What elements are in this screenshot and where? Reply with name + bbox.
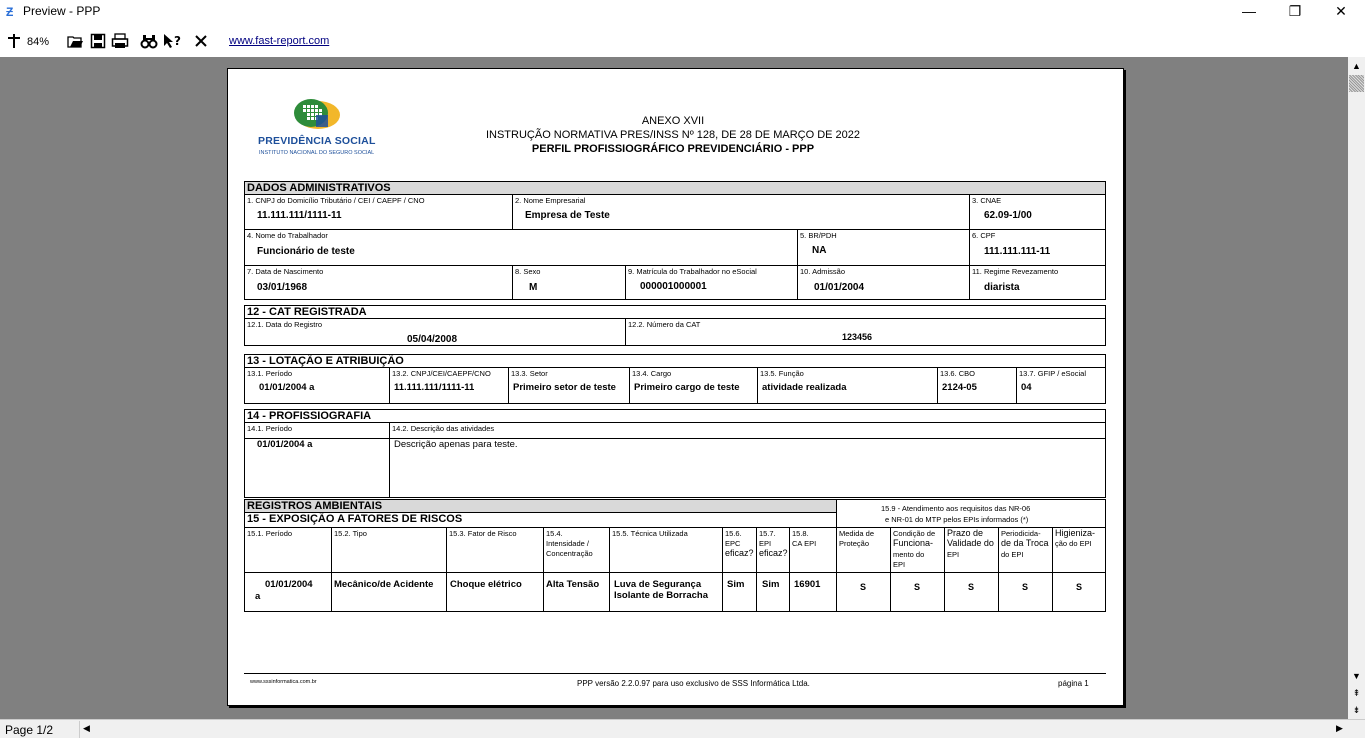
prof-col-descricao: 14.2. Descrição das atividades Descrição apenas para teste. bbox=[389, 422, 1106, 498]
cell-cat-data: 12.1. Data do Registro 05/04/2008 bbox=[244, 318, 626, 346]
risk-h-epc: 15.6. EPC eficaz? bbox=[722, 527, 757, 573]
cnpj-value: 11.111.111/1111-11 bbox=[257, 210, 342, 221]
risk-v-epc: Sim bbox=[722, 572, 757, 612]
risk-v-tecnica: Luva de Segurança Isolante de Borracha bbox=[609, 572, 723, 612]
prof-col-periodo: 14.1. Período 01/01/2004 a bbox=[244, 422, 390, 498]
print-icon[interactable] bbox=[111, 32, 129, 50]
risk-v-periodo: 01/01/2004 a bbox=[244, 572, 332, 612]
header-annex: ANEXO XVII bbox=[641, 115, 705, 127]
title-bar bbox=[0, 0, 1365, 25]
risk-v-epi: Sim bbox=[756, 572, 790, 612]
preview-viewport bbox=[0, 57, 1348, 719]
regime-value: diarista bbox=[984, 282, 1020, 293]
footer-website: www.sssinformatica.com.br bbox=[250, 679, 317, 685]
lot-col-periodo: 13.1. Período 01/01/2004 a bbox=[244, 367, 390, 404]
header-ppp-title: PERFIL PROFISSIOGRÁFICO PREVIDENCIÁRIO - PPP bbox=[531, 143, 815, 155]
cell-regime: 11. Regime Revezamento diarista bbox=[969, 265, 1106, 300]
lot-col-gfip: 13.7. GFIP / eSocial 04 bbox=[1016, 367, 1106, 404]
risk-h-tecnica: 15.5. Técnica Utilizada bbox=[609, 527, 723, 573]
cat-numero-value: 123456 bbox=[842, 332, 873, 342]
app-icon: Ƶ bbox=[6, 5, 14, 19]
cnae-value: 62.09-1/00 bbox=[984, 210, 1032, 221]
lot-col-setor: 13.3. Setor Primeiro setor de teste bbox=[508, 367, 630, 404]
cell-nr-note: 15.9 - Atendimento aos requisitos das NR-06 e NR-01 do MTP pelos EPIs informados (*) bbox=[836, 499, 1106, 528]
lot-col-cbo: 13.6. CBO 2124-05 bbox=[937, 367, 1017, 404]
section-profissiografia: 14 - PROFISSIOGRAFIA bbox=[244, 409, 1106, 423]
cpf-value: 111.111.111-11 bbox=[984, 246, 1051, 257]
open-folder-icon[interactable] bbox=[67, 32, 84, 50]
close-window-button[interactable]: ✕ bbox=[1335, 3, 1347, 19]
section-lotacao: 13 - LOTAÇÃO E ATRIBUIÇÃO bbox=[244, 354, 1106, 368]
risk-h-tipo: 15.2. Tipo bbox=[331, 527, 447, 573]
cell-cat-numero: 12.2. Número da CAT 123456 bbox=[625, 318, 1106, 346]
header-instruction: INSTRUÇÃO NORMATIVA PRES/INSS Nº 128, DE 28 DE MARÇO DE 2022 bbox=[485, 129, 861, 141]
cat-data-value: 05/04/2008 bbox=[407, 334, 458, 345]
cell-admissao: 10. Admissão 01/01/2004 bbox=[797, 265, 970, 300]
cell-trabalhador: 4. Nome do Trabalhador Funcionário de teste bbox=[244, 229, 798, 266]
page-indicator: Page 1/2 bbox=[5, 723, 54, 737]
restore-button[interactable]: ❐ bbox=[1288, 3, 1302, 19]
logo-subtitle: INSTITUTO NACIONAL DO SEGURO SOCIAL bbox=[259, 150, 375, 156]
risk-h-condicao: Condição de Funciona- mento do EPI bbox=[890, 527, 945, 573]
risk-h-prazo: Prazo de Validade do EPI bbox=[944, 527, 999, 573]
cell-cnae: 3. CNAE 62.09-1/00 bbox=[969, 194, 1106, 230]
footer-version: PPP versão 2.2.0.97 para uso exclusivo de SSS Informática Ltda. bbox=[577, 679, 810, 688]
lot-col-cnpj: 13.2. CNPJ/CEI/CAEPF/CNO 11.111.111/1111-11 bbox=[389, 367, 509, 404]
toolbar bbox=[0, 25, 1365, 57]
zoom-icon[interactable] bbox=[6, 32, 22, 50]
find-icon[interactable] bbox=[140, 32, 158, 50]
section-admin: DADOS ADMINISTRATIVOS bbox=[244, 181, 1106, 195]
zoom-level[interactable]: 84% bbox=[27, 36, 50, 48]
section-registros-ambientais: REGISTROS AMBIENTAIS bbox=[244, 499, 837, 513]
cell-cpf: 6. CPF 111.111.111-11 bbox=[969, 229, 1106, 266]
sexo-value: M bbox=[529, 282, 538, 293]
risk-h-periodo: 15.1. Período bbox=[244, 527, 332, 573]
footer-page-number: página 1 bbox=[1058, 679, 1089, 688]
risk-v-ca-epi: 16901 bbox=[789, 572, 837, 612]
nascimento-value: 03/01/1968 bbox=[257, 282, 308, 293]
risk-h-periodicidade: Periodicida- de da Troca do EPI bbox=[998, 527, 1053, 573]
svg-text:?: ? bbox=[174, 34, 181, 48]
risk-h-medida: Medida de Proteção bbox=[836, 527, 891, 573]
cell-sexo: 8. Sexo M bbox=[512, 265, 626, 300]
vertical-scrollbar[interactable] bbox=[1348, 57, 1365, 719]
risk-h-epi: 15.7. EPI eficaz? bbox=[756, 527, 790, 573]
risk-h-fator: 15.3. Fator de Risco bbox=[446, 527, 544, 573]
br-pdh-value: NA bbox=[812, 245, 827, 256]
risk-v-medida: S bbox=[836, 572, 891, 612]
scroll-right-icon[interactable]: ▶ bbox=[1336, 723, 1343, 733]
risk-v-condicao: S bbox=[890, 572, 945, 612]
report-page bbox=[227, 68, 1124, 706]
minimize-button[interactable]: — bbox=[1242, 3, 1256, 19]
risk-v-intensidade: Alta Tensão bbox=[543, 572, 610, 612]
section-cat: 12 - CAT REGISTRADA bbox=[244, 305, 1106, 319]
admissao-value: 01/01/2004 bbox=[814, 282, 865, 293]
empresa-value: Empresa de Teste bbox=[525, 210, 610, 221]
prev-page-icon[interactable]: ⇞ bbox=[1349, 685, 1364, 701]
cell-cnpj: 1. CNPJ do Domicílio Tributário / CEI / CAEPF / CNO 11.111.111/1111-11 bbox=[244, 194, 513, 230]
horizontal-scrollbar[interactable] bbox=[79, 721, 1350, 738]
scroll-left-icon[interactable]: ◀ bbox=[83, 723, 90, 733]
cell-br-pdh: 5. BR/PDH NA bbox=[797, 229, 970, 266]
logo-title: PREVIDÊNCIA SOCIAL bbox=[258, 135, 376, 147]
help-icon[interactable] bbox=[162, 32, 182, 50]
scroll-thumb[interactable] bbox=[1349, 75, 1364, 92]
lot-col-cargo: 13.4. Cargo Primeiro cargo de teste bbox=[629, 367, 758, 404]
scroll-down-icon[interactable]: ▼ bbox=[1349, 668, 1364, 684]
matricula-value: 000001000001 bbox=[640, 281, 707, 292]
fast-report-link[interactable]: www.fast-report.com bbox=[229, 35, 330, 47]
window-title: Preview - PPP bbox=[23, 4, 101, 18]
scroll-up-icon[interactable]: ▲ bbox=[1349, 58, 1364, 74]
section-exposicao-riscos: 15 - EXPOSIÇÃO A FATORES DE RISCOS bbox=[244, 512, 837, 528]
lot-col-funcao: 13.5. Função atividade realizada bbox=[757, 367, 938, 404]
risk-h-ca-epi: 15.8. CA EPI bbox=[789, 527, 837, 573]
cell-matricula: 9. Matrícula do Trabalhador no eSocial 000001000001 bbox=[625, 265, 798, 300]
risk-h-higienizacao: Higieniza- ção do EPI bbox=[1052, 527, 1106, 573]
footer-divider bbox=[244, 673, 1106, 674]
next-page-icon[interactable]: ⇟ bbox=[1349, 702, 1364, 718]
trabalhador-value: Funcionário de teste bbox=[257, 246, 355, 257]
close-preview-icon[interactable] bbox=[193, 32, 209, 50]
risk-v-tipo: Mecânico/de Acidente bbox=[331, 572, 447, 612]
save-icon[interactable] bbox=[90, 32, 106, 50]
risk-v-higienizacao: S bbox=[1052, 572, 1106, 612]
status-bar bbox=[0, 719, 1365, 738]
risk-v-fator: Choque elétrico bbox=[446, 572, 544, 612]
prof-divider bbox=[244, 438, 1106, 439]
risk-v-periodicidade: S bbox=[998, 572, 1053, 612]
risk-h-intensidade: 15.4. Intensidade / Concentração bbox=[543, 527, 610, 573]
risk-v-prazo: S bbox=[944, 572, 999, 612]
cell-empresa: 2. Nome Empresarial Empresa de Teste bbox=[512, 194, 970, 230]
cell-nascimento: 7. Data de Nascimento 03/01/1968 bbox=[244, 265, 513, 300]
